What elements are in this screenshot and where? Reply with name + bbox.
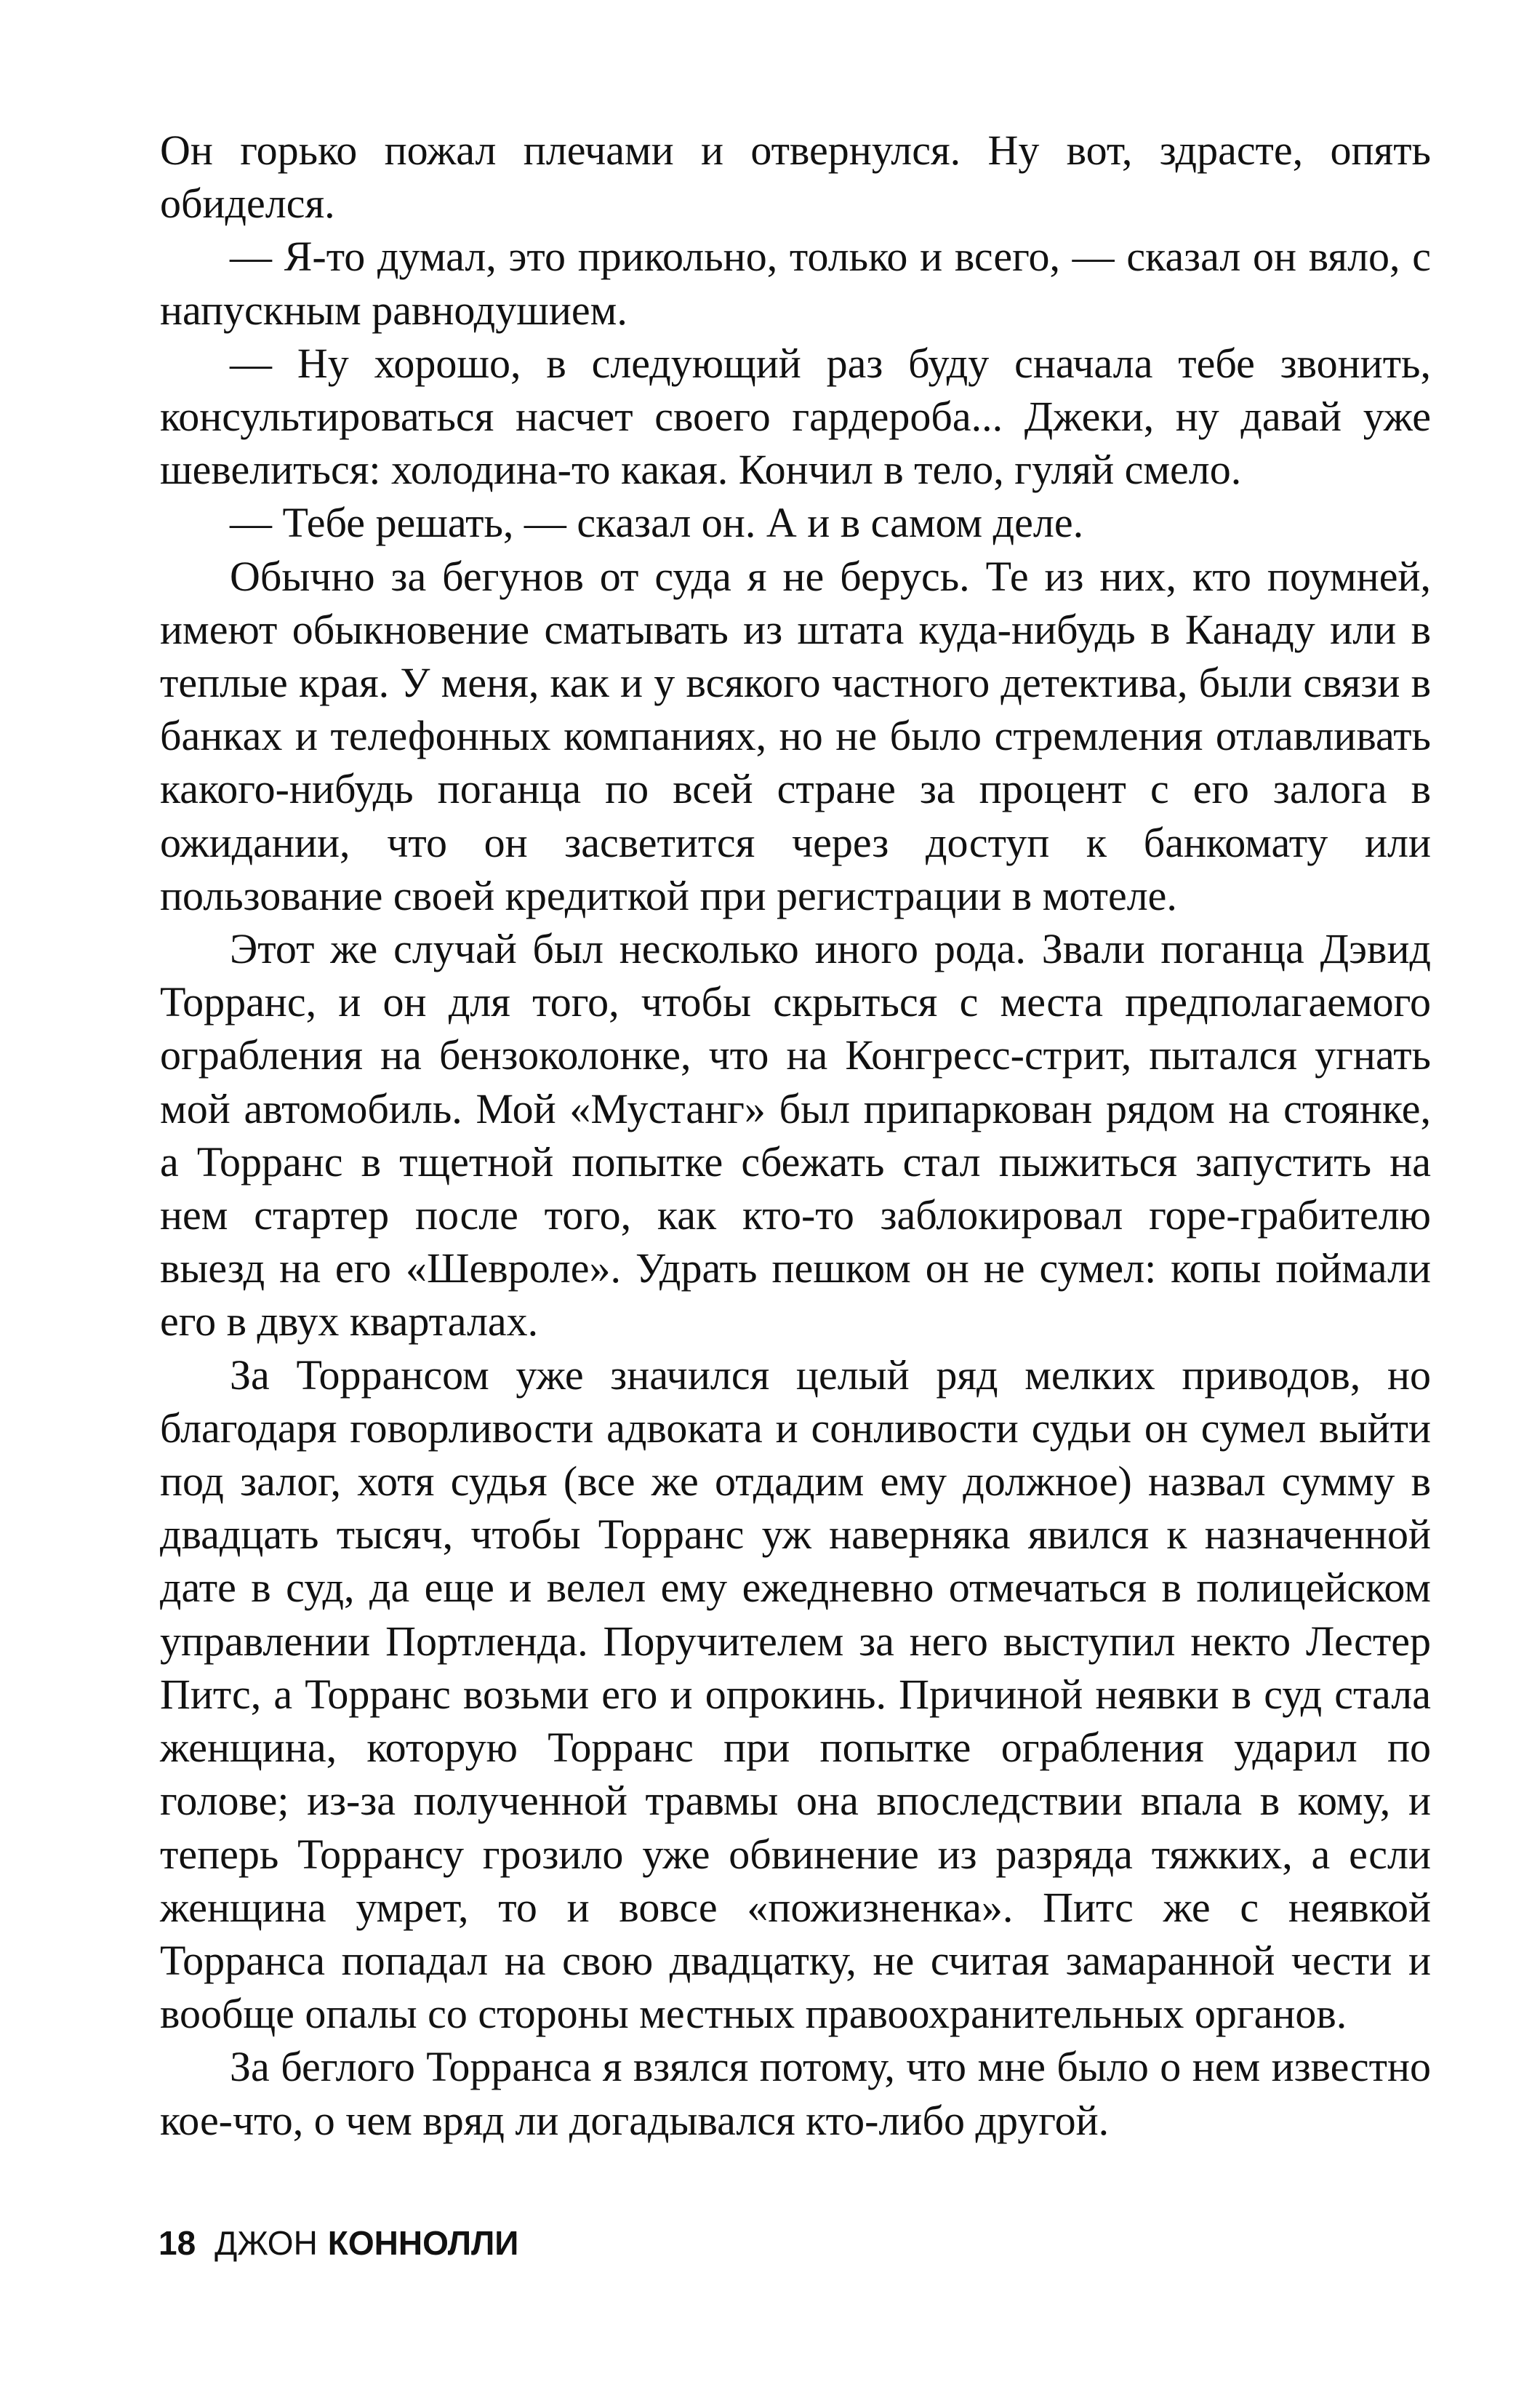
page-number: 18 (159, 2224, 196, 2262)
paragraph: Он горько пожал плечами и отвернулся. Ну вот, здрасте, опять обиделся. (160, 127, 1431, 228)
paragraph: За беглого Торранса я взялся потому, что мне было о нем известно кое-что, о чем вряд ли догадывался кто-либо другой. (160, 2043, 1431, 2144)
paragraph: Обычно за бегунов от суда я не берусь. Те из них, кто поумней, имеют обыкновение сматывать из штата куда-нибудь в Канаду или в теплые края. У меня, как и у всякого частного детектива, были связи в банках и телефонных компаниях, но не было стремления отлавливать какого-нибудь поганца по всей стране за процент с его залога в ожидании, что он засветится через доступ к банкомату или пользование своей кредиткой при регистрации в мотеле. (160, 552, 1431, 919)
body-text (160, 124, 1431, 2147)
author-first-name: ДЖОН (214, 2224, 318, 2262)
author-last-name: КОННОЛЛИ (327, 2224, 519, 2262)
paragraph: — Ну хорошо, в следующий раз буду сначала тебе звонить, консультироваться насчет своего гардероба... Джеки, ну давай уже шевелиться: холодина-то какая. Кончил в тело, гуляй смело. (160, 339, 1431, 494)
paragraph: — Тебе решать, — сказал он. А и в самом деле. (230, 499, 1084, 547)
paragraph: Этот же случай был несколько иного рода. Звали поганца Дэвид Торранс, и он для того, чтобы скрыться с места предполагаемого ограбления на бензоколонке, что на Конгресс-стрит, пытался угнать мой автомобиль. Мой «Мустанг» был припаркован рядом на стоянке, а Торранс в тщетной попытке сбежать стал пыжиться запустить на нем стартер после того, как кто-то заблокировал горе-грабителю выезд на его «Шевроле». Удрать пешком он не сумел: копы поймали его в двух кварталах. (160, 925, 1431, 1346)
paragraph: За Торрансом уже значился целый ряд мелких приводов, но благодаря говорливости адвоката и сонливости судьи он сумел выйти под залог, хотя судья (все же отдадим ему должное) назвал сумму в двадцать тысяч, чтобы Торранс уж наверняка явился к назначенной дате в суд, да еще и велел ему ежедневно отмечаться в полицейском управлении Портленда. Поручителем за него выступил некто Лестер Питс, а Торранс возьми его и опрокинь. Причиной неявки в суд стала женщина, которую Торранс при попытке ограбления ударил по голове; из-за полученной травмы она впоследствии впала в кому, и теперь Торрансу грозило уже обвинение из разряда тяжких, а если женщина умрет, то и вовсе «пожизненка». Питс же с неявкой Торранса попадал на свою двадцатку, не считая замаранной чести и вообще опалы со стороны местных правоохранительных органов. (160, 1351, 1431, 2038)
page-footer (159, 2221, 518, 2265)
paragraph: — Я-то думал, это прикольно, только и всего, — сказал он вяло, с напускным равнодушием. (160, 233, 1431, 334)
